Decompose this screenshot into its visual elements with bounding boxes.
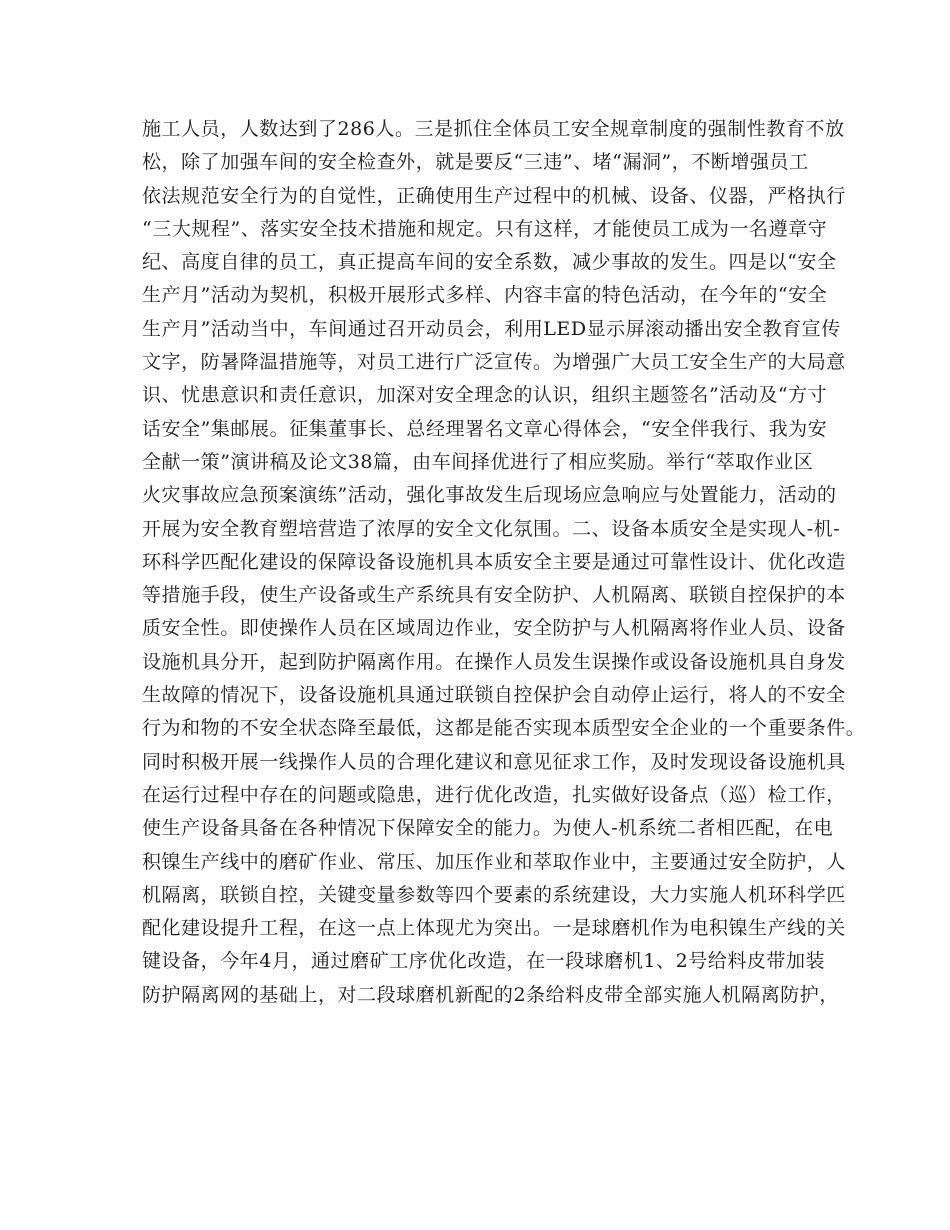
text-line: 话安全”集邮展。征集董事长、总经理署名文章心得体会，“安全伴我行、我为安 [142,417,828,440]
text-line: 在运行过程中存在的问题或隐患，进行优化改造，扎实做好设备点（巡）检工作， [142,783,846,806]
text-line: 使生产设备具备在各种情况下保障安全的能力。为使人-机系统二者相匹配，在电 [142,817,834,840]
text-line: 全献一策”演讲稿及论文38篇，由车间择优进行了相应奖励。举行“萃取作业区 [142,450,814,473]
text-line: 生故障的情况下，设备设施机具通过联锁自控保护会自动停止运行，将人的不安全 [142,684,846,707]
text-line: 防护隔离网的基础上，对二段球磨机新配的2条给料皮带全部实施人机隔离防护， [142,983,839,1006]
text-line: 纪、高度自律的员工，真正提高车间的安全系数，减少事故的发生。四是以“安全 [142,251,837,274]
text-line: 质安全性。即使操作人员在区域周边作业，安全防护与人机隔离将作业人员、设备 [142,617,846,640]
text-line: 松，除了加强车间的安全检查外，就是要反“三违”、堵“漏洞”，不断增强员工 [142,151,809,174]
text-line: 施工人员，人数达到了286人。三是抓住全体员工安全规章制度的强制性教育不放 [142,118,845,140]
text-line: “三大规程”、落实安全技术措施和规定。只有这样，才能使员工成为一名遵章守 [142,217,828,240]
text-line: 识、忧患意识和责任意识，加深对安全理念的认识，组织主题签名”活动及“方寸 [142,384,828,407]
text-line: 键设备，今年4月，通过磨矿工序优化改造，在一段球磨机1、2号给料皮带加装 [142,950,826,973]
text-line: 同时积极开展一线操作人员的合理化建议和意见征求工作，及时发现设备设施机具 [142,750,846,773]
text-line: 环科学匹配化建设的保障设备设施机具本质安全主要是通过可靠性设计、优化改造 [142,550,846,573]
body-text [142,113,866,1012]
text-line: 等措施手段，使生产设备或生产系统具有安全防护、人机隔离、联锁自控保护的本 [142,584,846,607]
text-line: 生产月”活动为契机，积极开展形式多样、内容丰富的特色活动，在今年的“安全 [142,284,828,307]
text-line: 行为和物的不安全状态降至最低，这都是能否实现本质型安全企业的一个重要条件。 [142,717,866,740]
text-line: 生产月”活动当中，车间通过召开动员会，利用LED显示屏滚动播出安全教育宣传 [142,317,841,340]
text-line: 依法规范安全行为的自觉性，正确使用生产过程中的机械、设备、仪器，严格执行 [142,184,846,207]
text-line: 火灾事故应急预案演练”活动，强化事故发生后现场应急响应与处置能力，活动的 [142,484,837,507]
text-line: 积镍生产线中的磨矿作业、常压、加压作业和萃取作业中，主要通过安全防护，人 [142,850,846,873]
text-line: 开展为安全教育塑培营造了浓厚的安全文化氛围。二、设备本质安全是实现人-机- [142,517,841,540]
text-line: 配化建设提升工程，在这一点上体现尤为突出。一是球磨机作为电积镍生产线的关 [142,917,846,940]
text-line: 机隔离，联锁自控，关键变量参数等四个要素的系统建设，大力实施人机环科学匹 [142,883,846,906]
text-line: 文字，防暑降温措施等，对员工进行广泛宣传。为增强广大员工安全生产的大局意 [142,351,846,374]
text-line: 设施机具分开，起到防护隔离作用。在操作人员发生误操作或设备设施机具自身发 [142,650,846,673]
